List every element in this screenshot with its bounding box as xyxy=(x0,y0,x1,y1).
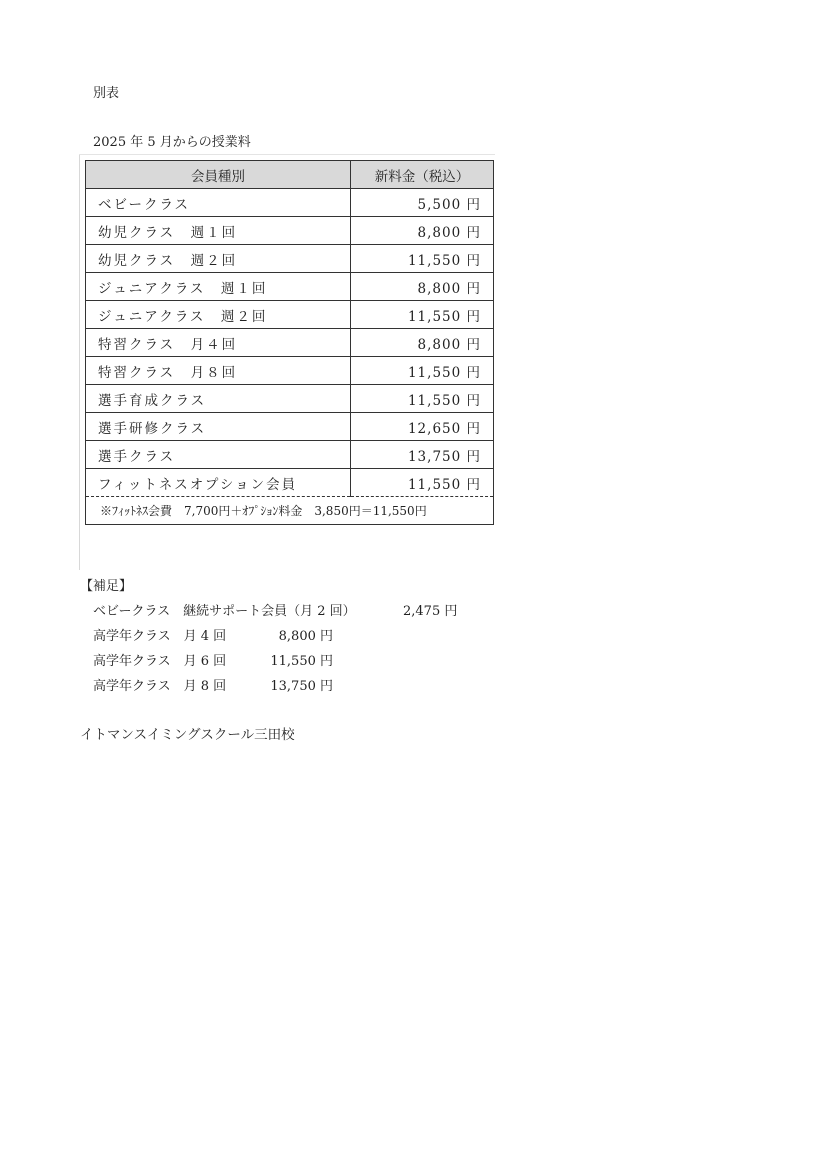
supplement-label: ベビークラス 継続サポート会員（月 2 回） xyxy=(93,604,356,619)
membership-price: 13,750 円 xyxy=(351,441,494,469)
membership-name: ジュニアクラス 週１回 xyxy=(86,273,351,301)
supplement-item xyxy=(93,600,457,619)
fitness-fee-note: ※ﾌｨｯﾄﾈｽ会費 7,700円＋ｵﾌﾟｼｮﾝ料金 3,850円＝11,550円 xyxy=(86,497,494,525)
membership-price: 11,550 円 xyxy=(351,301,494,329)
table-row xyxy=(86,357,494,385)
header-new-fee: 新料金（税込） xyxy=(351,161,494,189)
membership-price: 8,800 円 xyxy=(351,217,494,245)
supplement-item xyxy=(93,625,333,644)
supplement-item xyxy=(93,675,333,694)
membership-price: 11,550 円 xyxy=(351,245,494,273)
table-title: 2025 年 5 月からの授業料 xyxy=(93,135,251,150)
supplement-item xyxy=(93,650,333,669)
membership-price: 11,550 円 xyxy=(351,469,494,497)
table-row xyxy=(86,329,494,357)
membership-name: 特習クラス 月８回 xyxy=(86,357,351,385)
supplement-price: 13,750 円 xyxy=(270,679,333,694)
membership-price: 8,800 円 xyxy=(351,273,494,301)
supplement-title: 【補足】 xyxy=(80,579,133,594)
supplement-price: 2,475 円 xyxy=(403,604,458,619)
table-row xyxy=(86,245,494,273)
frame-border-top xyxy=(79,154,495,155)
membership-price: 11,550 円 xyxy=(351,357,494,385)
supplement-price: 8,800 円 xyxy=(278,629,333,644)
membership-price: 5,500 円 xyxy=(351,189,494,217)
membership-name: 幼児クラス 週２回 xyxy=(86,245,351,273)
membership-name: 幼児クラス 週１回 xyxy=(86,217,351,245)
supplement-label: 高学年クラス 月 4 回 xyxy=(93,629,227,644)
supplement-label: 高学年クラス 月 6 回 xyxy=(93,654,227,669)
table-row xyxy=(86,217,494,245)
table-header-row xyxy=(86,161,494,189)
table-row xyxy=(86,469,494,497)
page-heading: 別表 xyxy=(93,86,120,101)
membership-price: 12,650 円 xyxy=(351,413,494,441)
membership-name: フィットネスオプション会員 xyxy=(86,469,351,497)
table-row xyxy=(86,301,494,329)
table-row xyxy=(86,385,494,413)
membership-name: 特習クラス 月４回 xyxy=(86,329,351,357)
membership-name: 選手クラス xyxy=(86,441,351,469)
membership-name: ジュニアクラス 週２回 xyxy=(86,301,351,329)
supplement-price: 11,550 円 xyxy=(270,654,333,669)
membership-price: 8,800 円 xyxy=(351,329,494,357)
school-name: イトマンスイミングスクール三田校 xyxy=(80,727,295,743)
supplement-label: 高学年クラス 月 8 回 xyxy=(93,679,227,694)
frame-border-left xyxy=(79,154,80,570)
table-row xyxy=(86,413,494,441)
membership-price: 11,550 円 xyxy=(351,385,494,413)
table-row xyxy=(86,189,494,217)
membership-name: ベビークラス xyxy=(86,189,351,217)
table-row xyxy=(86,273,494,301)
table-row xyxy=(86,441,494,469)
table-note-row xyxy=(86,497,494,525)
fee-table xyxy=(85,160,494,525)
membership-name: 選手育成クラス xyxy=(86,385,351,413)
membership-name: 選手研修クラス xyxy=(86,413,351,441)
header-membership-type: 会員種別 xyxy=(86,161,351,189)
